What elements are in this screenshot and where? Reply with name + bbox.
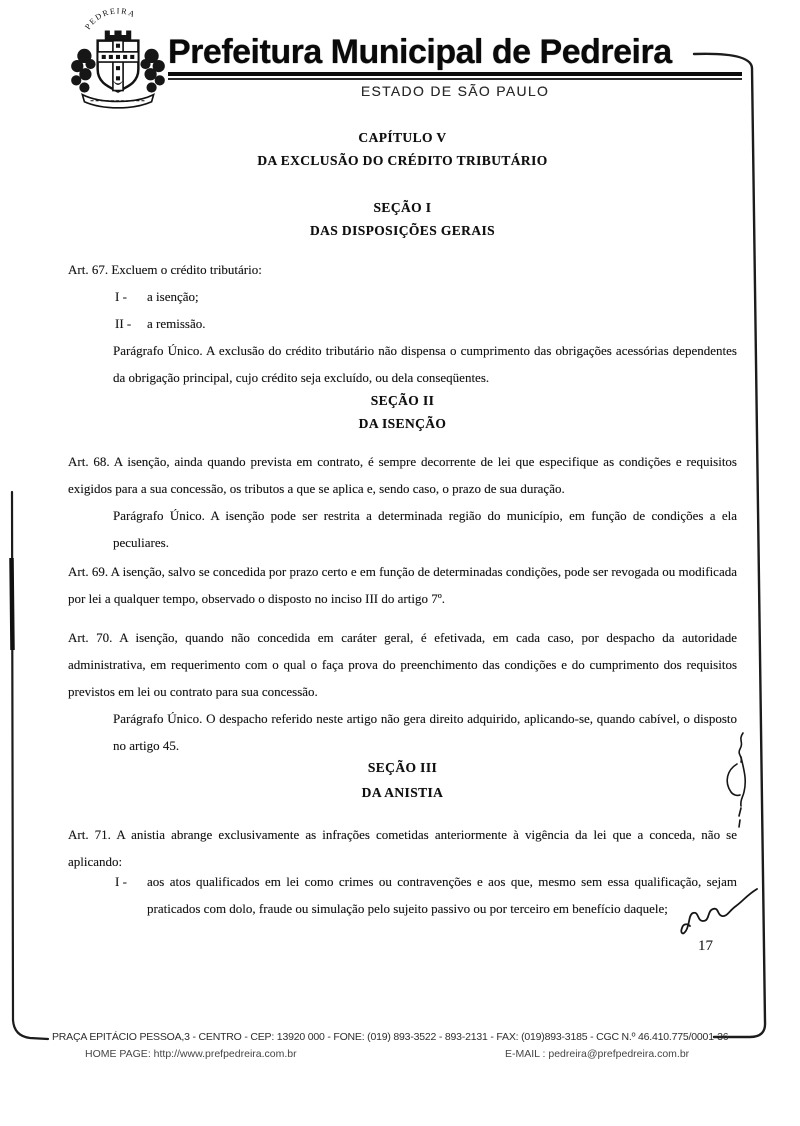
header-title: Prefeitura Municipal de Pedreira [168, 33, 672, 71]
section2-kicker: SEÇÃO II [370, 393, 435, 408]
header-subtitle: ESTADO DE SÃO PAULO [360, 83, 550, 99]
section2-title: DA ISENÇÃO [358, 416, 447, 431]
article-70-paragrafo: Parágrafo Único. O despacho referido neste artigo não gera direito adquirido, aplicando-se, quando cabível, o disposto no artigo 45. [113, 711, 737, 753]
item-text: aos atos qualificados em lei como crimes ou contravenções e aos que, mesmo sem essa qualificação, sejam praticados com dolo, fraude ou simulação pelo sujeito passivo ou por terceiro em benefício daquele; [147, 874, 737, 916]
page-number: 17 [698, 938, 713, 954]
section1-title: DAS DISPOSIÇÕES GERAIS [309, 223, 496, 238]
article-68-caput: Art. 68. A isenção, ainda quando prevista em contrato, é sempre decorrente de lei que especifique as condições e requisitos exigidos para a sua concessão, os tributos a que se aplica e, sendo caso, o prazo de sua duração. [68, 454, 737, 496]
article-67-paragrafo: Parágrafo Único. A exclusão do crédito tributário não dispensa o cumprimento das obrigações acessórias dependentes da obrigação principal, cujo crédito seja excluído, ou dela conseqüentes. [113, 343, 737, 385]
footer-address: PRAÇA EPITÁCIO PESSOA,3 - CENTRO - CEP: 13920 000 - FONE: (019) 893-3522 - 893-2131 - FAX: (019)893-3185 - CGC N.º 46.410.775/0001-36 [52, 1031, 729, 1043]
svg-text:PEDREIRA [83, 6, 137, 31]
chapter-kicker: CAPÍTULO V [358, 130, 447, 145]
item-number: I - [115, 289, 127, 304]
item-text: a isenção; [147, 289, 199, 304]
article-67-item-1 [115, 283, 737, 310]
logo-arc-text: PEDREIRA [83, 6, 138, 32]
article-71-caput: Art. 71. A anistia abrange exclusivamente as infrações cometidas anteriormente à vigência da lei que a conceda, não se aplicando: [68, 827, 737, 869]
coat-of-arms-icon [62, 6, 174, 114]
footer-homepage: HOME PAGE: http://www.prefpedreira.com.br [85, 1048, 297, 1060]
chapter-title: DA EXCLUSÃO DO CRÉDITO TRIBUTÁRIO [257, 153, 548, 168]
section3-title: DA ANISTIA [361, 785, 444, 800]
item-text: a remissão. [147, 316, 206, 331]
article-70-caput: Art. 70. A isenção, quando não concedida em caráter geral, é efetivada, em cada caso, por despacho da autoridade administrativa, em requerimento com o qual o faça prova do preenchimento das condições e do cumprimento dos requisitos previstos em lei ou contrato para sua concessão. [68, 630, 737, 699]
article-71-item-1 [115, 868, 737, 922]
article-67-caput: Art. 67. Excluem o crédito tributário: [68, 262, 262, 277]
footer-email: E-MAIL : pedreira@prefpedreira.com.br [505, 1048, 690, 1060]
item-number: II - [115, 316, 132, 331]
section3-kicker: SEÇÃO III [367, 760, 438, 775]
article-69-caput: Art. 69. A isenção, salvo se concedida por prazo certo e em função de determinadas condições, pode ser revogada ou modificada por lei a qualquer tempo, observado o disposto no inciso III do artigo 7º. [68, 564, 737, 606]
header-rule [168, 72, 742, 80]
section1-kicker: SEÇÃO I [373, 200, 432, 215]
article-68-paragrafo: Parágrafo Único. A isenção pode ser restrita a determinada região do município, em função de condições a ela peculiares. [113, 508, 737, 550]
article-67-item-2 [115, 310, 737, 337]
item-number: I - [115, 874, 127, 889]
